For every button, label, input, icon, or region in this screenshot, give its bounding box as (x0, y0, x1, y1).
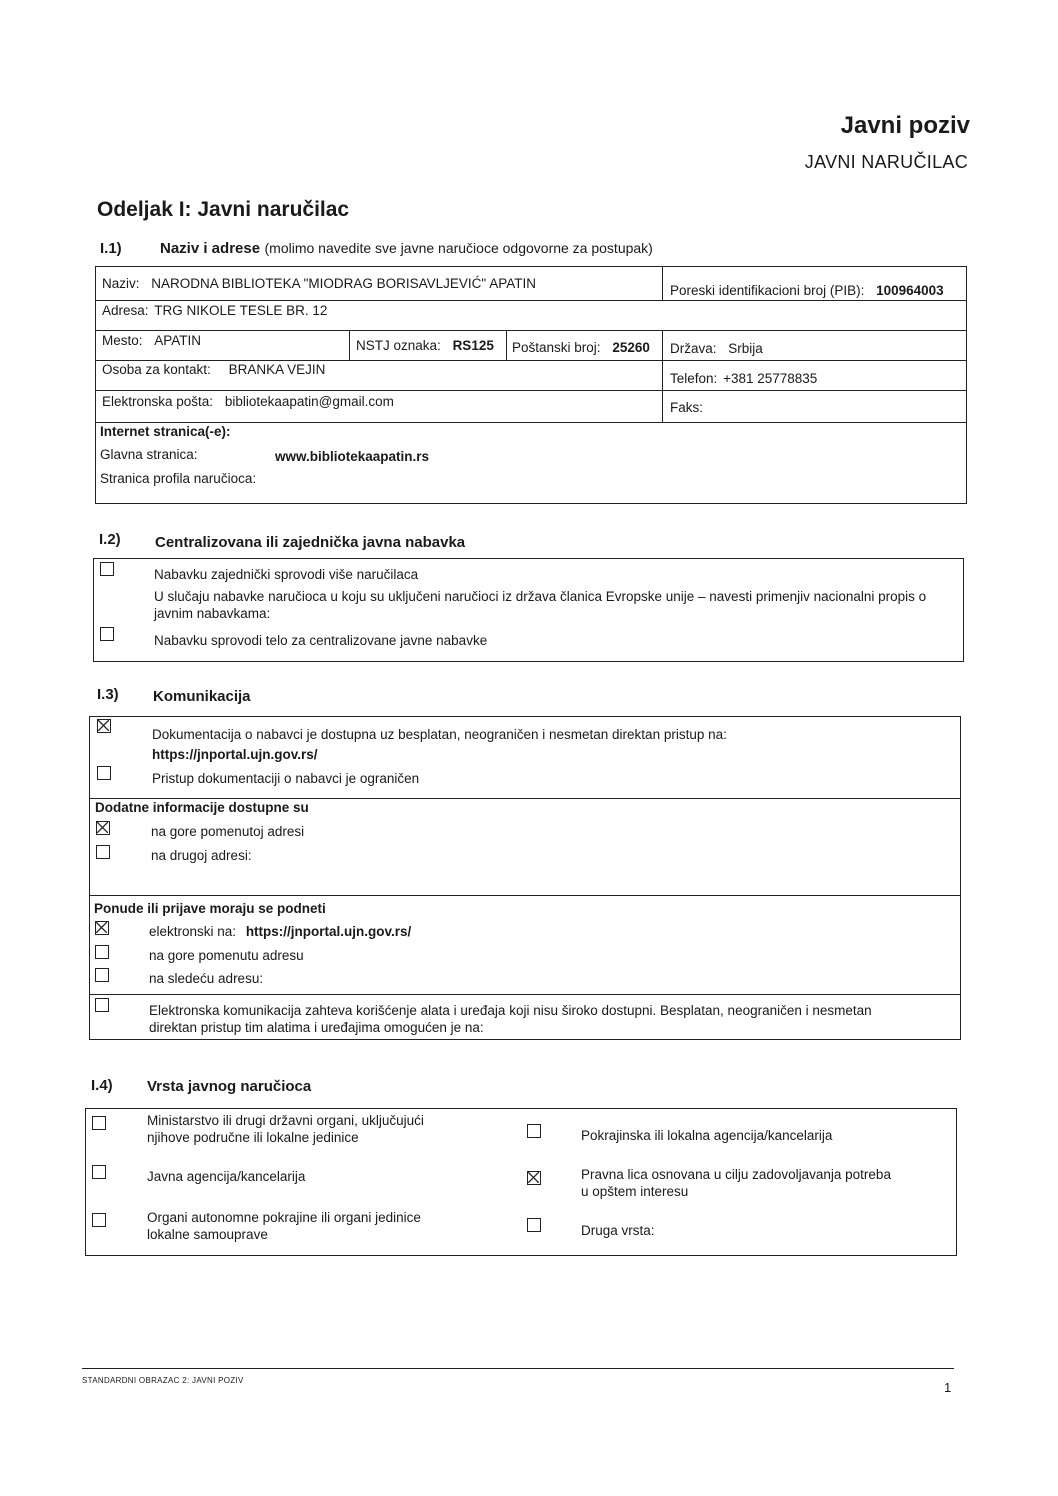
s11-heading (160, 240, 653, 258)
email-label: Elektronska pošta: (102, 394, 214, 409)
s13-doc-free-checkbox[interactable] (97, 719, 111, 733)
divider (95, 300, 967, 301)
naziv-label: Naziv: (102, 276, 140, 291)
postanski-value: 25260 (612, 340, 650, 355)
s14-legal-checkbox[interactable] (527, 1171, 541, 1185)
telefon-field (670, 371, 817, 386)
divider (95, 360, 967, 361)
osoba-value: BRANKA VEJIN (228, 362, 326, 377)
s14-title: Vrsta javnog naručioca (147, 1078, 312, 1095)
telefon-value: +381 25778835 (723, 371, 818, 386)
s13-tools-checkbox[interactable] (95, 998, 109, 1012)
s12-note (154, 588, 954, 622)
postanski-label: Poštanski broj: (512, 340, 601, 355)
s13-offers-url[interactable]: https://jnportal.ujn.gov.rs/ (245, 924, 412, 939)
adresa-field (102, 303, 327, 318)
s12-central-checkbox[interactable] (100, 627, 114, 641)
divider (349, 330, 350, 360)
s14-provincial-checkbox[interactable] (527, 1124, 541, 1138)
s11-table (95, 266, 967, 504)
glavna-label: Glavna stranica: (100, 447, 198, 462)
page-title: Javni poziv (840, 112, 970, 139)
nstj-label: NSTJ oznaka: (356, 338, 441, 353)
glavna-value: www.bibliotekaapatin.rs (275, 449, 430, 464)
s13-offers-electronic-checkbox[interactable] (95, 921, 109, 935)
s14-other-checkbox[interactable] (527, 1218, 541, 1232)
internet-label: Internet stranica(-e): (100, 424, 231, 439)
footer-form-name: STANDARDNI OBRAZAC 2: JAVNI POZIV (82, 1376, 244, 1385)
s13-tools-line2: direktan pristup tim alatima i uređajima omogućen je na: (149, 1020, 484, 1035)
s14-legal-line1: Pravna lica osnovana u cilju zadovoljavanja potreba (581, 1167, 891, 1182)
s13-box (89, 716, 961, 1040)
drzava-value: Srbija (728, 341, 763, 356)
pib-field (670, 283, 944, 298)
s13-title: Komunikacija (153, 688, 251, 705)
s14-autonomous-line1: Organi autonomne pokrajine ili organi jedinice (147, 1210, 421, 1225)
s12-central-label: Nabavku sprovodi telo za centralizovane javne nabavke (154, 633, 488, 648)
s13-offers-title: Ponude ili prijave moraju se podneti (94, 901, 326, 916)
s14-autonomous-label (147, 1209, 421, 1243)
s12-joint-label: Nabavku zajednički sprovodi više naručilaca (154, 567, 419, 582)
s13-offers-same-label: na gore pomenutu adresu (149, 948, 304, 963)
email-field (102, 394, 394, 409)
postanski-field (512, 340, 650, 355)
s14-ministry-label (147, 1112, 424, 1146)
s11-number: I.1) (100, 240, 122, 257)
s14-other-label: Druga vrsta: (581, 1223, 655, 1238)
s13-offers-next-checkbox[interactable] (95, 968, 109, 982)
nstj-value: RS125 (452, 338, 494, 353)
drzava-field (670, 341, 763, 356)
page-subtitle: JAVNI NARUČILAC (804, 152, 968, 172)
page-number: 1 (944, 1380, 952, 1395)
s12-joint-checkbox[interactable] (100, 562, 114, 576)
pib-label: Poreski identifikacioni broj (PIB): (670, 283, 865, 298)
telefon-label: Telefon: (670, 371, 718, 386)
s13-number: I.3) (97, 686, 119, 703)
mesto-value: APATIN (154, 333, 202, 348)
divider (89, 895, 961, 896)
checkmark-x-icon (98, 720, 109, 731)
checkmark-x-icon (528, 1172, 539, 1183)
pib-value: 100964003 (876, 283, 944, 298)
s11-note: (molimo navedite sve javne naručioce odgovorne za postupak) (264, 240, 653, 256)
s13-info-same-checkbox[interactable] (96, 821, 110, 835)
s13-doc-restricted-checkbox[interactable] (97, 766, 111, 780)
s14-agency-checkbox[interactable] (92, 1165, 106, 1179)
adresa-label: Adresa: (102, 303, 149, 318)
s13-tools-line1: Elektronska komunikacija zahteva korišćenje alata i uređaja koji nisu široko dostupni. Besplatan, neograničen i nesmetan (149, 1003, 872, 1018)
osoba-label: Osoba za kontakt: (102, 362, 211, 377)
mesto-field (102, 333, 201, 348)
drzava-label: Država: (670, 341, 717, 356)
divider (662, 330, 663, 422)
s11-title: Naziv i adrese (160, 240, 261, 257)
s14-number: I.4) (91, 1077, 113, 1094)
divider (506, 330, 507, 360)
s14-legal-label (581, 1166, 891, 1200)
s13-info-same-label: na gore pomenutoj adresi (151, 824, 305, 839)
divider (95, 390, 967, 391)
faks-label: Faks: (670, 400, 704, 415)
divider (95, 330, 967, 331)
footer-divider (82, 1368, 954, 1369)
nstj-field (356, 338, 494, 353)
s14-provincial-label: Pokrajinska ili lokalna agencija/kancelarija (581, 1128, 833, 1143)
osoba-field (102, 362, 325, 377)
s13-doc-restricted-label: Pristup dokumentaciji o nabavci je ograničen (152, 771, 420, 786)
s13-offers-next-label: na sledeću adresu: (149, 971, 264, 986)
s13-offers-same-checkbox[interactable] (95, 945, 109, 959)
profil-label: Stranica profila naručioca: (100, 471, 257, 486)
s14-autonomous-checkbox[interactable] (92, 1213, 106, 1227)
checkmark-x-icon (96, 922, 107, 933)
s14-legal-line2: u opštem interesu (581, 1184, 689, 1199)
s14-ministry-line2: njihove područne ili lokalne jedinice (147, 1130, 359, 1145)
naziv-value: NARODNA BIBLIOTEKA "MIODRAG BORISAVLJEVIĆ" APATIN (151, 276, 536, 291)
divider (89, 994, 961, 995)
s12-note-line2: javnim nabavkama: (154, 606, 271, 621)
mesto-label: Mesto: (102, 333, 143, 348)
s13-doc-free-label: Dokumentacija o nabavci je dostupna uz besplatan, neograničen i nesmetan direktan pristup na: (152, 727, 727, 742)
email-value: bibliotekaapatin@gmail.com (224, 394, 394, 409)
divider (662, 266, 663, 300)
s13-offers-electronic-label: elektronski na: (149, 924, 237, 939)
s12-number: I.2) (99, 531, 121, 548)
naziv-field (102, 276, 536, 291)
adresa-value: TRG NIKOLE TESLE BR. 12 (154, 303, 328, 318)
s14-autonomous-line2: lokalne samouprave (147, 1227, 268, 1242)
s12-note-line1: U slučaju nabavke naručioca u koju su uključeni naručioci iz država članica Evropske unije – navesti primenjiv nacionalni propis o (154, 589, 927, 604)
s13-offers-electronic (149, 923, 411, 940)
s13-info-title: Dodatne informacije dostupne su (95, 800, 309, 815)
s12-title: Centralizovana ili zajednička javna nabavka (155, 534, 466, 551)
divider (95, 422, 967, 423)
s14-ministry-checkbox[interactable] (92, 1116, 106, 1130)
s14-agency-label: Javna agencija/kancelarija (147, 1169, 306, 1184)
s14-ministry-line1: Ministarstvo ili drugi državni organi, uključujući (147, 1113, 424, 1128)
s13-tools-text (149, 1002, 949, 1036)
s13-info-other-checkbox[interactable] (96, 845, 110, 859)
checkmark-x-icon (97, 822, 108, 833)
s13-doc-url[interactable]: https://jnportal.ujn.gov.rs/ (152, 747, 318, 762)
s13-info-other-label: na drugoj adresi: (151, 848, 252, 863)
section-title: Odeljak I: Javni naručilac (97, 198, 350, 221)
